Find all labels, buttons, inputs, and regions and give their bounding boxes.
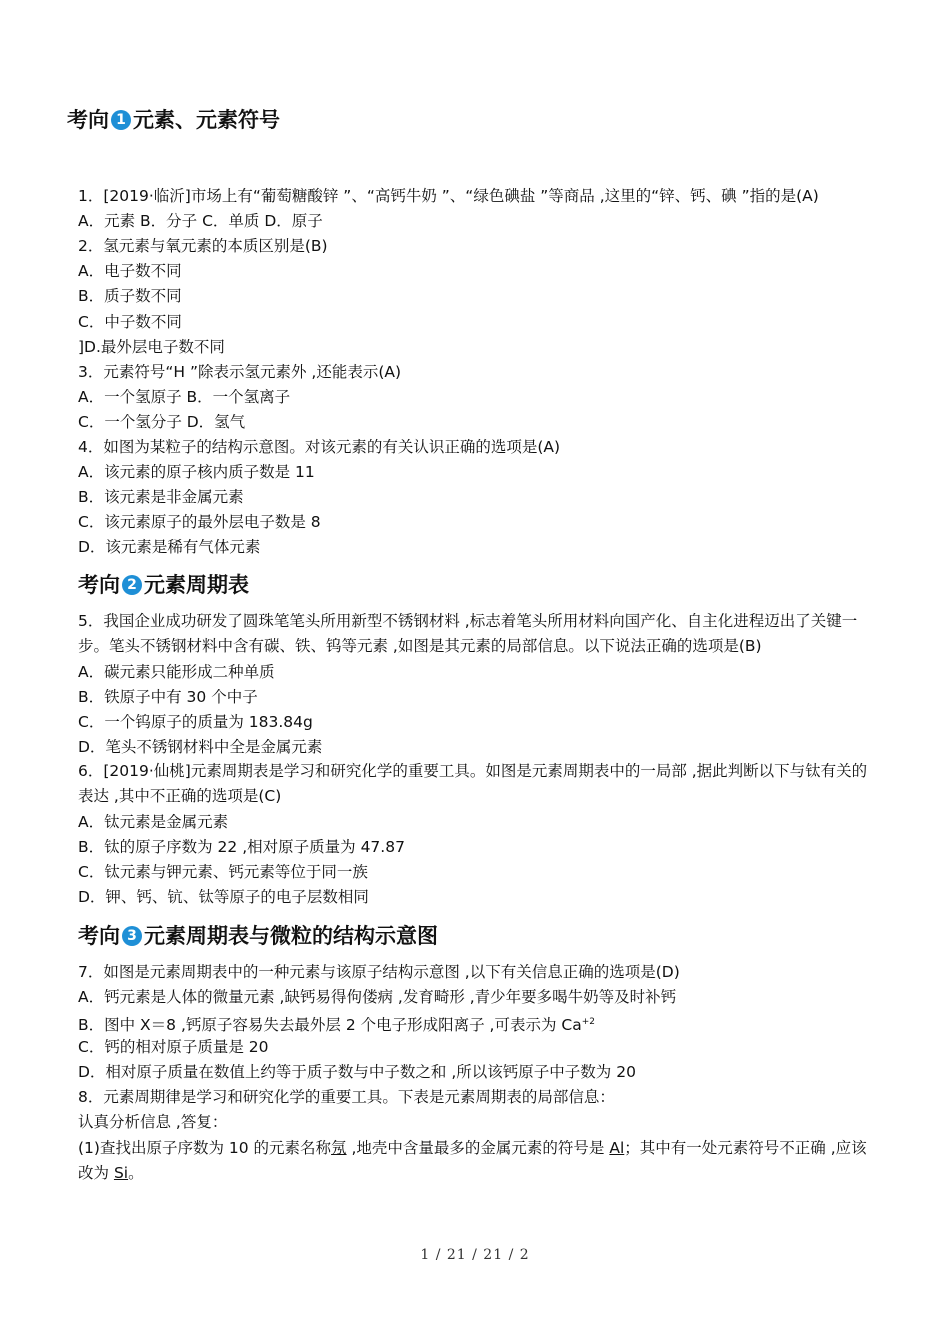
answer-blank: 氖 [331,1139,347,1157]
section-title: 元素周期表与微粒的结构示意图 [144,924,438,948]
option-line [78,1011,595,1036]
page-footer: 1 / 21 / 21 / 2 [420,1247,530,1263]
option-line: A．钙元素是人体的微量元素 ,缺钙易得佝偻病 ,发育畸形 ,青少年要多喝牛奶等及时补钙 [78,988,677,1006]
option-line: A．一个氢原子 B．一个氢离子 [78,388,291,406]
number-badge-icon: 2 [122,575,142,595]
section-title: 元素、元素符号 [133,108,280,132]
option-line: C．一个氢分子 D．氢气 [78,413,246,431]
question-line: 3．元素符号“H ”除表示氢元素外 ,还能表示(A) [78,363,402,381]
section-heading-3 [78,922,438,950]
option-line: B．铁原子中有 30 个中子 [78,688,258,706]
option-line: C．该元素原子的最外层电子数是 8 [78,513,321,531]
option-text: B．图中 X＝8 ,钙原子容易失去最外层 2 个电子形成阳离子 ,可表示为 Ca [78,1016,582,1034]
question-line: 6．[2019·仙桃]元素周期表是学习和研究化学的重要工具。如图是元素周期表中的一局部 ,据此判断以下与钛有关的表达 ,其中不正确的选项是(C) [78,762,868,805]
ion-charge: +2 [581,1017,595,1027]
section-prefix: 考向 [78,924,120,948]
question-line: 4．如图为某粒子的结构示意图。对该元素的有关认识正确的选项是(A) [78,438,561,456]
question-line: 8．元素周期律是学习和研究化学的重要工具。下表是元素周期表的局部信息： [78,1088,615,1106]
option-line: A．电子数不同 [78,262,182,280]
option-line: A．碳元素只能形成二种单质 [78,663,275,681]
option-line: C．钛元素与钾元素、钙元素等位于同一族 [78,863,368,881]
option-line: A．钛元素是金属元素 [78,813,229,831]
question-line: 1．[2019·临沂]市场上有“葡萄糖酸锌 ”、“高钙牛奶 ”、“绿色碘盐 ”等商品 ,这里的“锌、钙、碘 ”指的是(A) [78,187,819,205]
instruction-line: 认真分析信息 ,答复： [78,1113,228,1131]
option-line: B．该元素是非金属元素 [78,488,244,506]
number-badge-icon: 3 [122,926,142,946]
answer-line: (1)查找出原子序数为 10 的元素名称氖 ,地壳中含量最多的金属元素的符号是 Al；其中有一处元素符号不正确 ,应该改为 Si。 [78,1139,867,1182]
option-line: B．质子数不同 [78,287,182,305]
question-line: 2．氢元素与氧元素的本质区别是(B) [78,237,328,255]
option-line: D．该元素是稀有气体元素 [78,538,261,556]
number-badge-icon: 1 [111,110,131,130]
option-line: D．相对原子质量在数值上约等于质子数与中子数之和 ,所以该钙原子中子数为 20 [78,1063,636,1081]
answer-blank: Si [113,1164,129,1182]
question-line: 5．我国企业成功研发了圆珠笔笔头所用新型不锈钢材料 ,标志着笔头所用材料向国产化、自主化进程迈出了关键一步。笔头不锈钢材料中含有碳、铁、钨等元素 ,如图是其元素的局部信息。以下说法正确的选项是(B) [78,612,858,655]
answer-blank: Al [609,1139,625,1157]
option-line: C．一个钨原子的质量为 183.84g [78,713,313,731]
question-line: 7．如图是元素周期表中的一种元素与该原子结构示意图 ,以下有关信息正确的选项是(D) [78,963,680,981]
section-title: 元素周期表 [144,573,249,597]
option-line: D．钾、钙、钪、钛等原子的电子层数相同 [78,888,369,906]
section-heading-1 [67,106,280,134]
section-heading-2 [78,571,249,599]
option-line: C．钙的相对原子质量是 20 [78,1038,269,1056]
option-line: A．元素 B．分子 C．单质 D．原子 [78,212,323,230]
option-line: D．笔头不锈钢材料中全是金属元素 [78,738,323,756]
option-line: ]D.最外层电子数不同 [78,338,225,356]
option-line: C．中子数不同 [78,313,182,331]
option-line: B．钛的原子序数为 22 ,相对原子质量为 47.87 [78,838,405,856]
option-line: A．该元素的原子核内质子数是 11 [78,463,315,481]
section-prefix: 考向 [67,108,109,132]
section-prefix: 考向 [78,573,120,597]
